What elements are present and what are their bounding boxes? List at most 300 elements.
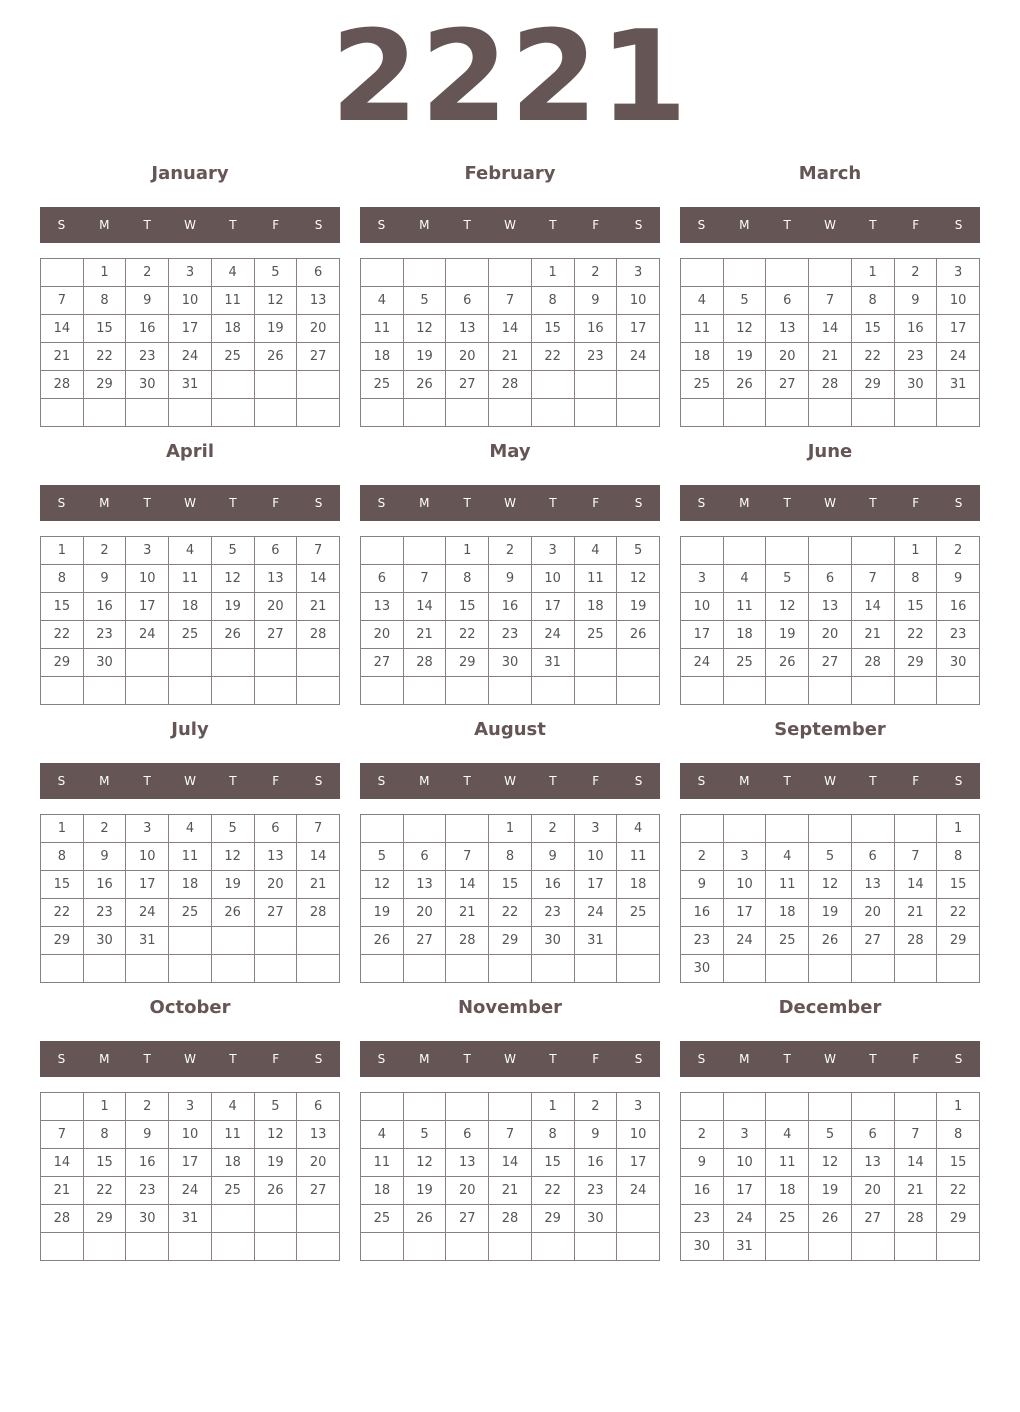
day-cell: 8 (937, 843, 980, 871)
day-cell: 27 (446, 1205, 489, 1233)
empty-cell (446, 399, 489, 427)
day-cell: 27 (851, 1205, 894, 1233)
week-row (361, 1205, 660, 1233)
week-row (41, 621, 340, 649)
empty-cell (723, 955, 766, 983)
week-row (41, 955, 340, 983)
week-row (361, 621, 660, 649)
empty-cell (169, 677, 212, 705)
empty-cell (83, 1233, 126, 1261)
day-cell: 25 (723, 649, 766, 677)
day-cell: 4 (574, 537, 617, 565)
empty-cell (723, 1093, 766, 1121)
day-cell: 3 (617, 1093, 660, 1121)
empty-cell (83, 399, 126, 427)
day-cell: 18 (169, 593, 212, 621)
day-cell: 20 (446, 1177, 489, 1205)
week-row (361, 593, 660, 621)
empty-cell (809, 259, 852, 287)
day-cell: 28 (297, 621, 340, 649)
weekday-label: S (634, 496, 643, 510)
day-cell: 26 (211, 899, 254, 927)
day-cell: 11 (211, 1121, 254, 1149)
empty-cell (937, 1233, 980, 1261)
day-grid (360, 258, 660, 427)
day-cell: 16 (489, 593, 532, 621)
weekday-header (40, 485, 340, 521)
week-row (681, 1093, 980, 1121)
empty-cell (681, 399, 724, 427)
day-cell: 5 (254, 259, 297, 287)
day-cell: 27 (766, 371, 809, 399)
week-row (361, 343, 660, 371)
day-cell: 26 (809, 927, 852, 955)
day-cell: 28 (851, 649, 894, 677)
day-cell: 29 (894, 649, 937, 677)
empty-cell (489, 1093, 532, 1121)
day-cell: 17 (169, 1149, 212, 1177)
weekday-label: T (143, 774, 151, 788)
day-cell: 28 (489, 371, 532, 399)
empty-cell (211, 955, 254, 983)
empty-cell (41, 1093, 84, 1121)
empty-cell (254, 927, 297, 955)
week-row (361, 287, 660, 315)
week-row (681, 371, 980, 399)
day-cell: 2 (531, 815, 574, 843)
day-cell: 26 (254, 343, 297, 371)
day-cell: 3 (681, 565, 724, 593)
weekday-label: T (549, 496, 557, 510)
weekday-label: T (869, 496, 877, 510)
day-cell: 15 (851, 315, 894, 343)
day-cell: 23 (681, 927, 724, 955)
day-cell: 25 (617, 899, 660, 927)
day-cell: 28 (894, 1205, 937, 1233)
day-cell: 7 (446, 843, 489, 871)
day-cell: 12 (211, 565, 254, 593)
weekday-label: W (504, 774, 516, 788)
day-cell: 6 (446, 1121, 489, 1149)
day-cell: 14 (894, 1149, 937, 1177)
day-cell: 8 (446, 565, 489, 593)
weekday-label: W (184, 496, 196, 510)
day-cell: 8 (41, 843, 84, 871)
empty-cell (681, 1093, 724, 1121)
day-cell: 31 (937, 371, 980, 399)
day-cell: 16 (574, 315, 617, 343)
day-cell: 3 (531, 537, 574, 565)
day-cell: 25 (211, 1177, 254, 1205)
day-cell: 18 (361, 343, 404, 371)
weekday-label: S (314, 774, 323, 788)
empty-cell (446, 677, 489, 705)
empty-cell (617, 677, 660, 705)
day-cell: 19 (809, 1177, 852, 1205)
empty-cell (617, 371, 660, 399)
day-cell: 29 (41, 927, 84, 955)
day-cell: 20 (254, 871, 297, 899)
empty-cell (211, 677, 254, 705)
empty-cell (851, 1233, 894, 1261)
day-cell: 29 (851, 371, 894, 399)
weekday-label: F (592, 496, 600, 510)
empty-cell (169, 399, 212, 427)
day-cell: 14 (446, 871, 489, 899)
day-cell: 7 (403, 565, 446, 593)
day-cell: 19 (766, 621, 809, 649)
day-cell: 6 (403, 843, 446, 871)
day-cell: 23 (126, 1177, 169, 1205)
day-cell: 26 (403, 1205, 446, 1233)
week-row (361, 1233, 660, 1261)
empty-cell (361, 259, 404, 287)
day-cell: 17 (126, 871, 169, 899)
day-cell: 14 (489, 315, 532, 343)
week-row (681, 1177, 980, 1205)
day-cell: 16 (681, 899, 724, 927)
day-cell: 3 (937, 259, 980, 287)
weekday-label: T (869, 774, 877, 788)
weekday-label: W (184, 218, 196, 232)
day-cell: 8 (489, 843, 532, 871)
empty-cell (169, 927, 212, 955)
weekday-label: W (824, 218, 836, 232)
day-cell: 3 (126, 537, 169, 565)
day-cell: 9 (531, 843, 574, 871)
day-cell: 12 (361, 871, 404, 899)
week-row (41, 677, 340, 705)
day-cell: 30 (894, 371, 937, 399)
day-cell: 6 (297, 259, 340, 287)
day-cell: 27 (297, 1177, 340, 1205)
week-row (41, 593, 340, 621)
day-cell: 6 (254, 815, 297, 843)
day-cell: 9 (126, 1121, 169, 1149)
month-name: January (151, 163, 229, 184)
day-cell: 3 (723, 843, 766, 871)
empty-cell (766, 259, 809, 287)
day-cell: 9 (126, 287, 169, 315)
day-grid (360, 814, 660, 983)
day-cell: 28 (894, 927, 937, 955)
empty-cell (83, 955, 126, 983)
empty-cell (297, 677, 340, 705)
empty-cell (851, 537, 894, 565)
empty-cell (41, 677, 84, 705)
day-cell: 12 (254, 1121, 297, 1149)
empty-cell (617, 927, 660, 955)
weekday-label: M (99, 218, 110, 232)
day-cell: 13 (766, 315, 809, 343)
weekday-label: S (634, 774, 643, 788)
empty-cell (894, 815, 937, 843)
day-cell: 19 (254, 1149, 297, 1177)
weekday-label: F (592, 218, 600, 232)
day-cell: 8 (531, 1121, 574, 1149)
day-grid (680, 814, 980, 983)
weekday-label: S (314, 218, 323, 232)
day-cell: 29 (446, 649, 489, 677)
day-cell: 19 (403, 343, 446, 371)
empty-cell (361, 1233, 404, 1261)
empty-cell (894, 399, 937, 427)
weekday-label: M (419, 774, 430, 788)
weekday-label: F (272, 218, 280, 232)
day-cell: 31 (723, 1233, 766, 1261)
empty-cell (297, 927, 340, 955)
empty-cell (723, 399, 766, 427)
empty-cell (361, 955, 404, 983)
empty-cell (574, 371, 617, 399)
day-cell: 8 (937, 1121, 980, 1149)
empty-cell (894, 1093, 937, 1121)
day-cell: 12 (723, 315, 766, 343)
empty-cell (403, 955, 446, 983)
weekday-label: T (783, 496, 791, 510)
day-cell: 29 (489, 927, 532, 955)
day-cell: 19 (361, 899, 404, 927)
week-row (681, 955, 980, 983)
day-cell: 21 (809, 343, 852, 371)
week-row (681, 315, 980, 343)
week-row (361, 1149, 660, 1177)
week-row (361, 371, 660, 399)
day-cell: 7 (41, 287, 84, 315)
day-cell: 8 (83, 287, 126, 315)
day-cell: 22 (937, 1177, 980, 1205)
month-name: October (149, 997, 231, 1018)
day-cell: 8 (851, 287, 894, 315)
week-row (41, 815, 340, 843)
weekday-label: W (504, 1052, 516, 1066)
weekday-label: M (739, 1052, 750, 1066)
day-cell: 22 (446, 621, 489, 649)
day-cell: 10 (617, 287, 660, 315)
empty-cell (681, 259, 724, 287)
day-cell: 16 (574, 1149, 617, 1177)
empty-cell (617, 955, 660, 983)
day-cell: 23 (681, 1205, 724, 1233)
weekday-label: T (143, 496, 151, 510)
day-cell: 7 (489, 287, 532, 315)
weekday-header (680, 763, 980, 799)
week-row (41, 927, 340, 955)
empty-cell (531, 1233, 574, 1261)
day-cell: 11 (617, 843, 660, 871)
day-cell: 4 (211, 1093, 254, 1121)
weekday-label: F (272, 496, 280, 510)
weekday-label: T (783, 1052, 791, 1066)
day-cell: 13 (297, 287, 340, 315)
day-cell: 16 (681, 1177, 724, 1205)
empty-cell (809, 955, 852, 983)
empty-cell (489, 677, 532, 705)
empty-cell (297, 1205, 340, 1233)
weekday-label: M (419, 1052, 430, 1066)
week-row (361, 927, 660, 955)
day-cell: 2 (574, 259, 617, 287)
empty-cell (809, 677, 852, 705)
day-cell: 4 (766, 1121, 809, 1149)
day-cell: 30 (126, 1205, 169, 1233)
day-cell: 6 (766, 287, 809, 315)
weekday-header (680, 485, 980, 521)
empty-cell (851, 1093, 894, 1121)
day-cell: 1 (531, 259, 574, 287)
weekday-label: F (912, 774, 920, 788)
day-cell: 24 (531, 621, 574, 649)
empty-cell (894, 1233, 937, 1261)
day-grid (680, 258, 980, 427)
weekday-label: S (57, 496, 66, 510)
day-cell: 28 (41, 1205, 84, 1233)
week-row (41, 343, 340, 371)
day-cell: 20 (851, 899, 894, 927)
day-cell: 15 (894, 593, 937, 621)
week-row (41, 399, 340, 427)
weekday-label: M (419, 218, 430, 232)
empty-cell (681, 537, 724, 565)
day-cell: 13 (254, 843, 297, 871)
empty-cell (41, 955, 84, 983)
day-cell: 1 (489, 815, 532, 843)
empty-cell (851, 677, 894, 705)
week-row (681, 399, 980, 427)
day-cell: 18 (766, 1177, 809, 1205)
empty-cell (254, 677, 297, 705)
empty-cell (126, 1233, 169, 1261)
week-row (361, 537, 660, 565)
day-cell: 16 (894, 315, 937, 343)
day-cell: 14 (809, 315, 852, 343)
empty-cell (617, 649, 660, 677)
day-cell: 10 (617, 1121, 660, 1149)
day-cell: 13 (297, 1121, 340, 1149)
day-cell: 15 (41, 593, 84, 621)
day-cell: 5 (361, 843, 404, 871)
day-cell: 10 (681, 593, 724, 621)
empty-cell (297, 649, 340, 677)
day-cell: 27 (851, 927, 894, 955)
day-cell: 10 (126, 565, 169, 593)
day-cell: 4 (723, 565, 766, 593)
day-grid (40, 814, 340, 983)
empty-cell (211, 649, 254, 677)
day-cell: 1 (41, 815, 84, 843)
day-cell: 11 (211, 287, 254, 315)
day-cell: 30 (937, 649, 980, 677)
empty-cell (126, 399, 169, 427)
week-row (41, 565, 340, 593)
empty-cell (83, 677, 126, 705)
empty-cell (361, 1093, 404, 1121)
day-cell: 30 (681, 955, 724, 983)
weekday-label: M (99, 496, 110, 510)
weekday-header (40, 207, 340, 243)
empty-cell (361, 815, 404, 843)
day-cell: 26 (403, 371, 446, 399)
day-cell: 7 (894, 1121, 937, 1149)
empty-cell (126, 955, 169, 983)
day-cell: 18 (574, 593, 617, 621)
weekday-label: S (954, 218, 963, 232)
week-row (681, 537, 980, 565)
empty-cell (809, 399, 852, 427)
empty-cell (169, 955, 212, 983)
day-cell: 25 (574, 621, 617, 649)
weekday-label: M (99, 1052, 110, 1066)
day-cell: 27 (809, 649, 852, 677)
empty-cell (851, 955, 894, 983)
weekday-header (360, 763, 660, 799)
day-cell: 17 (617, 1149, 660, 1177)
weekday-header (680, 1041, 980, 1077)
empty-cell (723, 259, 766, 287)
day-cell: 14 (297, 565, 340, 593)
day-cell: 16 (83, 593, 126, 621)
empty-cell (723, 815, 766, 843)
day-cell: 13 (403, 871, 446, 899)
empty-cell (681, 815, 724, 843)
day-cell: 27 (254, 621, 297, 649)
empty-cell (403, 1093, 446, 1121)
empty-cell (766, 815, 809, 843)
day-cell: 6 (809, 565, 852, 593)
empty-cell (531, 371, 574, 399)
empty-cell (937, 399, 980, 427)
day-grid (680, 1092, 980, 1261)
empty-cell (681, 677, 724, 705)
weekday-label: T (229, 774, 237, 788)
week-row (361, 677, 660, 705)
day-cell: 25 (211, 343, 254, 371)
weekday-label: F (272, 1052, 280, 1066)
day-cell: 3 (723, 1121, 766, 1149)
empty-cell (723, 537, 766, 565)
day-cell: 7 (851, 565, 894, 593)
empty-cell (766, 537, 809, 565)
day-cell: 23 (894, 343, 937, 371)
empty-cell (809, 1233, 852, 1261)
day-cell: 18 (169, 871, 212, 899)
day-cell: 4 (681, 287, 724, 315)
weekday-header (40, 1041, 340, 1077)
day-cell: 7 (809, 287, 852, 315)
empty-cell (617, 399, 660, 427)
day-cell: 21 (894, 899, 937, 927)
day-cell: 9 (894, 287, 937, 315)
empty-cell (809, 1093, 852, 1121)
day-cell: 22 (894, 621, 937, 649)
empty-cell (169, 1233, 212, 1261)
weekday-label: M (739, 496, 750, 510)
empty-cell (617, 1233, 660, 1261)
day-cell: 11 (681, 315, 724, 343)
day-cell: 1 (937, 815, 980, 843)
day-cell: 21 (894, 1177, 937, 1205)
day-cell: 24 (681, 649, 724, 677)
empty-cell (297, 371, 340, 399)
month-name: June (807, 441, 853, 462)
week-row (681, 677, 980, 705)
empty-cell (851, 399, 894, 427)
empty-cell (446, 1093, 489, 1121)
day-cell: 3 (169, 259, 212, 287)
day-cell: 25 (169, 899, 212, 927)
day-cell: 30 (126, 371, 169, 399)
day-cell: 14 (41, 1149, 84, 1177)
